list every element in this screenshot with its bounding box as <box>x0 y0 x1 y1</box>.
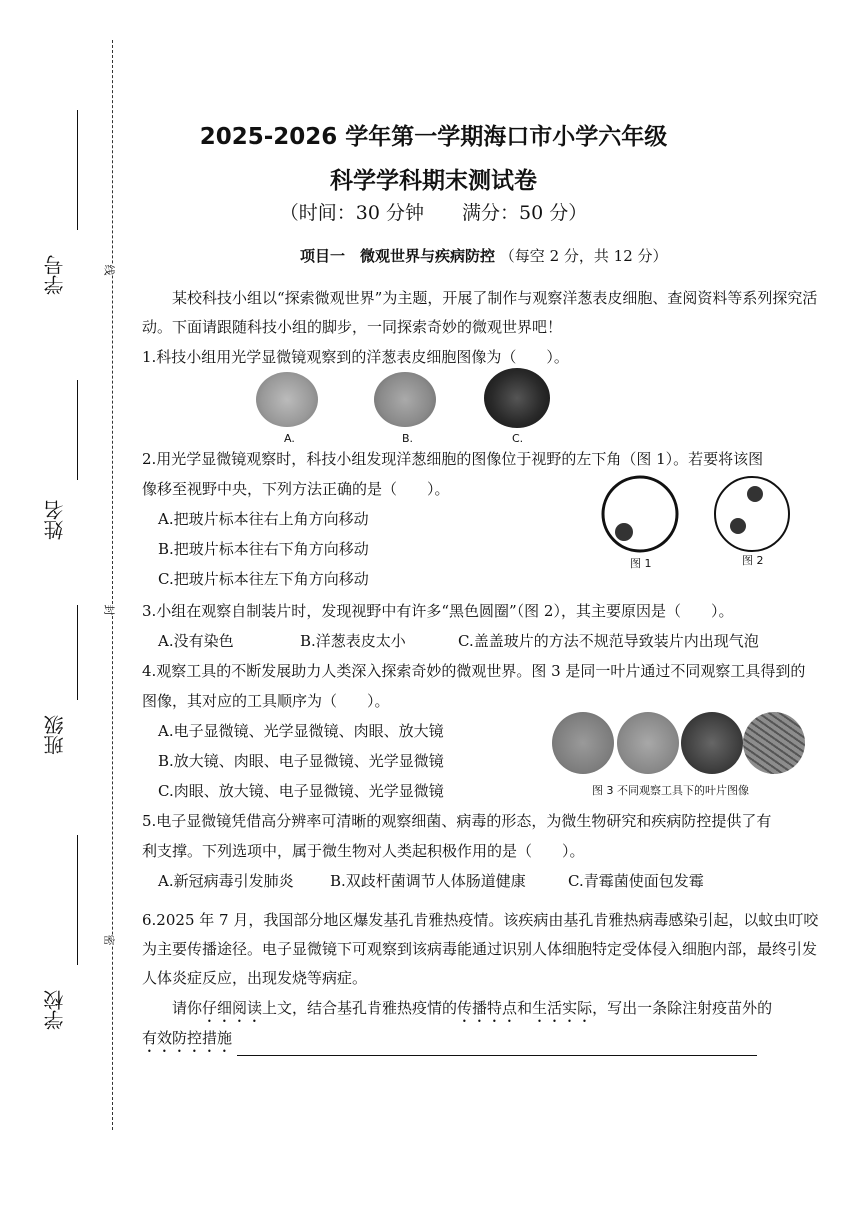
fig3-image-3 <box>681 712 743 774</box>
q3-option-b[interactable]: B.洋葱表皮太小 <box>300 632 406 650</box>
section-heading <box>300 245 668 266</box>
fold-word-seal: 封 <box>100 605 120 616</box>
fold-word-secret: 密 <box>100 935 120 946</box>
q3-option-a[interactable]: A.没有染色 <box>158 632 234 650</box>
q6-answer-blank[interactable] <box>237 1055 757 1056</box>
q5-option-b[interactable]: B.双歧杆菌调节人体肠道健康 <box>330 872 526 890</box>
class-label: 班级 <box>43 715 67 755</box>
exam-meta: （时间：30 分钟 满分：50 分） <box>279 202 588 224</box>
school-line[interactable] <box>77 835 78 965</box>
fig3-image-4 <box>743 712 805 774</box>
q1-stem: 1.科技小组用光学显微镜观察到的洋葱表皮细胞图像为（ ）。 <box>142 348 569 366</box>
q1-option-c-image[interactable] <box>484 368 550 428</box>
q5-option-a[interactable]: A.新冠病毒引发肺炎 <box>158 872 294 890</box>
intro-paragraph: 某校科技小组以“探索微观世界”为主题，开展了制作与观察洋葱表皮细胞、查阅资料等系列探究活动。下面请跟随科技小组的脚步，一同探索奇妙的微观世界吧！ <box>142 289 818 336</box>
q4-option-a[interactable]: A.电子显微镜、光学显微镜、肉眼、放大镜 <box>158 722 444 740</box>
fig3-image-2 <box>617 712 679 774</box>
q5-stem-line1: 5.电子显微镜凭借高分辨率可清晰的观察细菌、病毒的形态，为微生物研究和疾病防控提供了有 <box>142 812 772 830</box>
q6-text-mid1: 上文，结合基孔肯雅热疫情的 <box>262 999 458 1017</box>
section-name: 项目一 微观世界与疾病防控 <box>300 247 496 265</box>
q6-background: 6.2025 年 7 月，我国部分地区爆发基孔肯雅热疫情。该疾病由基孔肯雅热病毒感染引起，以蚊虫叮咬为主要传播途径。电子显微镜下可观察到该病毒能通过识别人体细胞特定受体侵入细胞内部，最终引发人体炎症反应，出现发烧等病症。 <box>142 911 819 987</box>
fig3-image-1 <box>552 712 614 774</box>
q1-label-c: C. <box>512 432 524 445</box>
fig2-caption: 图 2 <box>742 554 764 567</box>
q6-dot-measure: 有效防控措施 <box>142 1029 233 1047</box>
q6-text-post: ，写出一条除注射疫苗外的 <box>592 999 773 1017</box>
fig2-diagram <box>710 472 794 556</box>
exam-subtitle: 科学学科期末测试卷 <box>330 168 537 194</box>
q2-stem-line2: 像移至视野中央，下列方法正确的是（ ）。 <box>142 480 450 498</box>
q1-label-a: A. <box>284 432 295 445</box>
q6-answer-row <box>142 1027 757 1056</box>
q1-option-a-image[interactable] <box>256 372 318 427</box>
fig1-diagram <box>598 472 682 556</box>
q1-option-b-image[interactable] <box>374 372 436 427</box>
name-line[interactable] <box>77 380 78 480</box>
q2-stem-line1: 2.用光学显微镜观察时，科技小组发现洋葱细胞的图像位于视野的左下角（图 1）。若要将该图 <box>142 450 764 468</box>
q4-stem-line2: 图像，其对应的工具顺序为（ ）。 <box>142 692 390 710</box>
fold-word-line: 线 <box>100 265 120 276</box>
name-label: 姓名 <box>43 500 67 540</box>
school-label: 学校 <box>43 990 67 1030</box>
q4-option-c[interactable]: C.肉眼、放大镜、电子显微镜、光学显微镜 <box>158 782 444 800</box>
q1-label-b: B. <box>402 432 414 445</box>
q5-option-c[interactable]: C.青霉菌使面包发霉 <box>568 872 704 890</box>
q6-instruction <box>172 997 772 1026</box>
fig1-caption: 图 1 <box>630 557 652 570</box>
q3-option-c[interactable]: C.盖盖玻片的方法不规范导致装片内出现气泡 <box>458 632 759 650</box>
section-score: （每空 2 分，共 12 分） <box>499 247 668 265</box>
q5-stem-line2: 利支撑。下列选项中，属于微生物对人类起积极作用的是（ ）。 <box>142 842 585 860</box>
q2-option-a[interactable]: A.把玻片标本往右上角方向移动 <box>158 510 369 528</box>
class-line[interactable] <box>77 605 78 700</box>
q6-dot-life: 生活实际 <box>532 999 593 1017</box>
q6-dot-spread: 传播特点 <box>457 999 518 1017</box>
q2-option-c[interactable]: C.把玻片标本往左下角方向移动 <box>158 570 369 588</box>
q4-stem-line1: 4.观察工具的不断发展助力人类深入探索奇妙的微观世界。图 3 是同一叶片通过不同观察工具得到的 <box>142 662 806 680</box>
exam-title: 2025-2026 学年第一学期海口市小学六年级 <box>199 124 668 150</box>
q6-text-mid2: 和 <box>517 999 533 1017</box>
q2-option-b[interactable]: B.把玻片标本往右下角方向移动 <box>158 540 369 558</box>
q6-text-pre: 请你 <box>172 999 203 1017</box>
q4-option-b[interactable]: B.放大镜、肉眼、电子显微镜、光学显微镜 <box>158 752 444 770</box>
student-id-label: 学号 <box>43 255 67 295</box>
q6-dot-read: 仔细阅读 <box>202 999 263 1017</box>
fig3-caption: 图 3 不同观察工具下的叶片图像 <box>592 784 749 797</box>
q3-stem: 3.小组在观察自制装片时，发现视野中有许多“黑色圆圈”（图 2），其主要原因是（ ）。 <box>142 602 734 620</box>
